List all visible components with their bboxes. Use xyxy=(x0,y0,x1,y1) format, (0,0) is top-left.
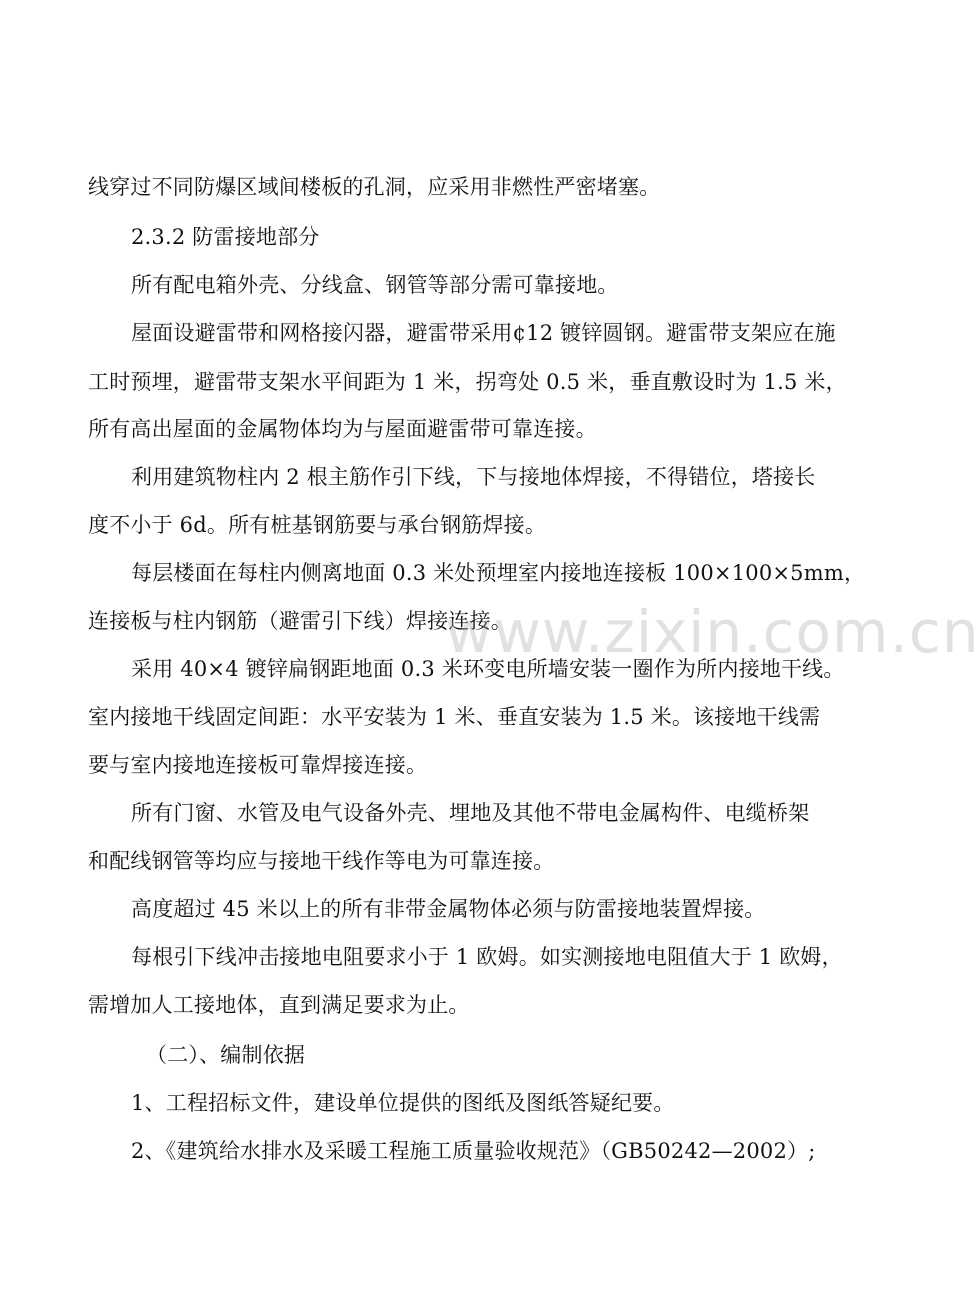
text-line: 采用 40×4 镀锌扁钢距地面 0.3 米环变电所墙安装一圈作为所内接地干线。 xyxy=(131,657,845,681)
text-line: 和配线钢管等均应与接地干线作等电为可靠连接。 xyxy=(88,849,555,873)
text-line: 度不小于 6d。所有桩基钢筋要与承台钢筋焊接。 xyxy=(88,513,547,537)
text-line: 每根引下线冲击接地电阻要求小于 1 欧姆。如实测接地电阻值大于 1 欧姆， xyxy=(131,945,843,969)
text-line: 高度超过 45 米以上的所有非带金属物体必须与防雷接地装置焊接。 xyxy=(131,897,766,921)
text-line: 所有门窗、水管及电气设备外壳、埋地及其他不带电金属构件、电缆桥架 xyxy=(131,801,810,825)
text-line: 2、《建筑给水排水及采暖工程施工质量验收规范》（GB50242—2002）; xyxy=(131,1139,816,1163)
text-line: 连接板与柱内钢筋（避雷引下线）焊接连接。 xyxy=(88,609,512,633)
text-line: 每层楼面在每柱内侧离地面 0.3 米处预埋室内接地连接板 100×100×5mm， xyxy=(131,561,866,585)
text-line: 所有配电箱外壳、分线盒、钢管等部分需可靠接地。 xyxy=(131,273,619,297)
text-line: 所有高出屋面的金属物体均为与屋面避雷带可靠连接。 xyxy=(88,417,597,441)
text-line: 工时预埋，避雷带支架水平间距为 1 米，拐弯处 0.5 米，垂直敷设时为 1.5 米， xyxy=(88,370,847,394)
text-line: 要与室内接地连接板可靠焊接连接。 xyxy=(88,753,428,777)
text-line: 线穿过不同防爆区域间楼板的孔洞，应采用非燃性严密堵塞。 xyxy=(88,175,661,199)
text-line: 需增加人工接地体，直到满足要求为止。 xyxy=(88,993,470,1017)
text-line: 屋面设避雷带和网格接闪器，避雷带采用¢12 镀锌圆钢。避雷带支架应在施 xyxy=(131,321,836,345)
section-heading: （二）、编制依据 xyxy=(146,1043,306,1067)
watermark: www.zixin.com.cn xyxy=(445,598,980,666)
text-line: 利用建筑物柱内 2 根主筋作引下线，下与接地体焊接，不得错位，塔接长 xyxy=(131,465,816,489)
text-line: 1、工程招标文件，建设单位提供的图纸及图纸答疑纪要。 xyxy=(131,1091,675,1115)
section-heading: 2.3.2 防雷接地部分 xyxy=(131,225,320,249)
text-line: 室内接地干线固定间距：水平安装为 1 米、垂直安装为 1.5 米。该接地干线需 xyxy=(88,705,821,729)
